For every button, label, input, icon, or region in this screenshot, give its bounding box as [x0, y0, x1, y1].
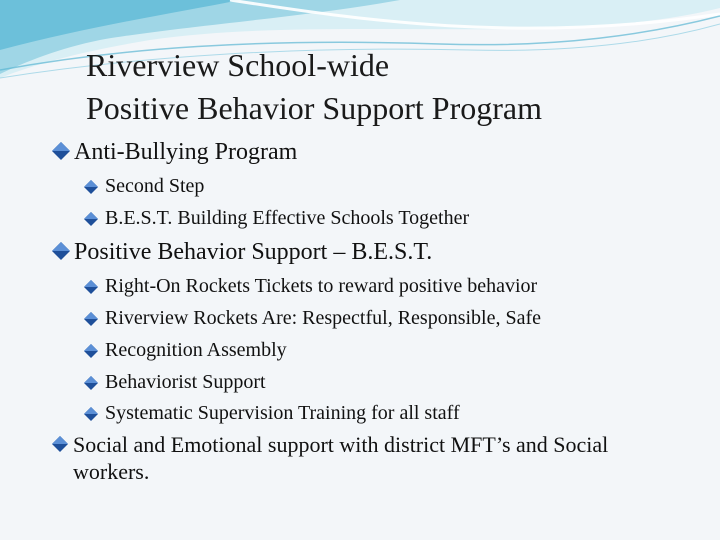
sub-bullet-item: Recognition Assembly: [105, 339, 287, 361]
sub-bullet-item: B.E.S.T. Building Effective Schools Together: [105, 207, 470, 229]
sub-bullet-item: Riverview Rockets Are: Respectful, Responsible, Safe: [105, 307, 542, 329]
diamond-bullet-icon: [84, 407, 98, 421]
sub-bullet-item: Systematic Supervision Training for all staff: [105, 402, 460, 424]
bullet-item: Social and Emotional support with district MFT’s and Social workers.: [73, 432, 609, 484]
title-line-2: Positive Behavior Support Program: [86, 90, 542, 126]
sub-bullet-item: Behaviorist Support: [105, 371, 266, 393]
sub-bullet-item: Right-On Rockets Tickets to reward positive behavior: [105, 275, 538, 297]
sub-bullet-item: Second Step: [105, 175, 205, 197]
diamond-bullet-icon: [52, 242, 70, 260]
diamond-bullet-icon: [84, 376, 98, 390]
slide-title: [86, 44, 542, 130]
bullet-item: Anti-Bullying Program: [74, 139, 298, 165]
diamond-bullet-icon: [84, 180, 98, 194]
bullet-item: Positive Behavior Support – B.E.S.T.: [74, 239, 433, 265]
diamond-bullet-icon: [52, 436, 68, 452]
diamond-bullet-icon: [84, 212, 98, 226]
diamond-bullet-icon: [84, 344, 98, 358]
diamond-bullet-icon: [84, 280, 98, 294]
title-line-1: Riverview School-wide: [86, 47, 390, 83]
diamond-bullet-icon: [84, 312, 98, 326]
diamond-bullet-icon: [52, 142, 70, 160]
